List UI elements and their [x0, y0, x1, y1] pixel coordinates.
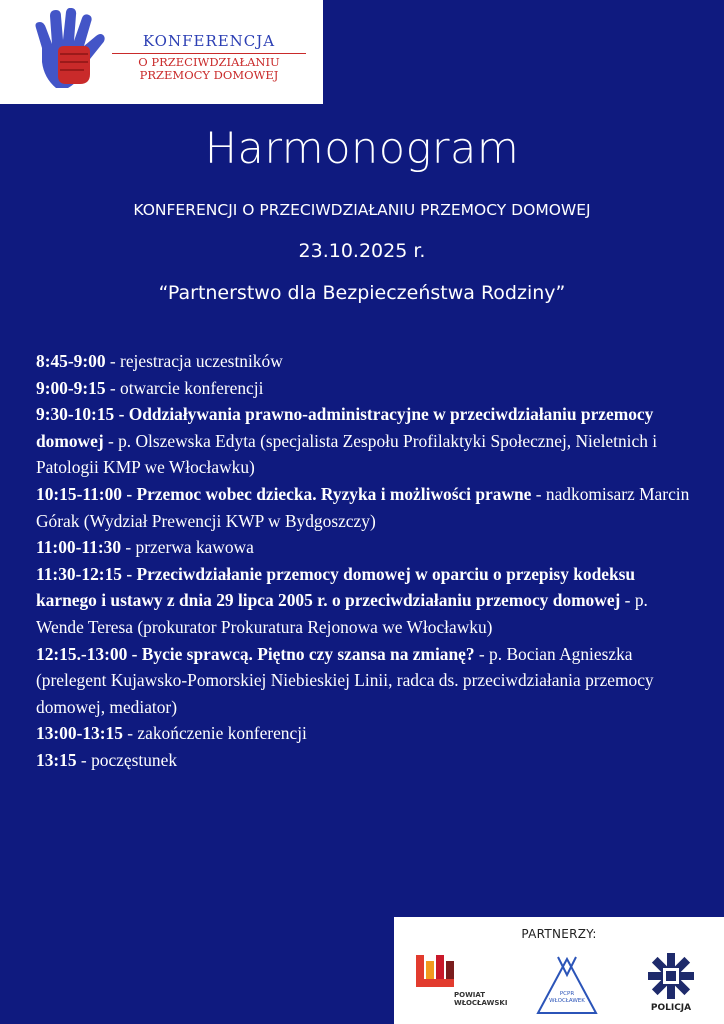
policja-logo — [638, 951, 704, 1019]
policja-label: POLICJA — [650, 1003, 692, 1013]
hand-fist-icon — [34, 8, 106, 98]
event-motto: “Partnerstwo dla Bezpieczeństwa Rodziny” — [158, 282, 566, 304]
schedule-entry — [36, 561, 698, 641]
schedule-entry — [36, 534, 698, 561]
police-star-icon — [638, 951, 704, 1001]
logo-line-2: PRZEMOCY DOMOWEJ — [139, 68, 279, 82]
entry-time-title: 10:15-11:00 - Przemoc wobec dziecka. Ryzyka i możliwości prawne — [36, 483, 532, 504]
entry-details: - p. Wende Teresa (prokurator Prokuratura Rejonowa we Włocławku) — [36, 590, 648, 637]
pcpr-line-1: PCPR — [559, 991, 575, 997]
schedule-entry — [36, 720, 698, 747]
entry-details: - nadkomisarz Marcin Górak (Wydział Prewencji KWP w Bydgoszczy) — [36, 483, 690, 531]
page-title: Harmonogram — [204, 124, 520, 174]
pcpr-triangle-icon — [532, 955, 602, 1017]
page-subtitle: KONFERENCJI O PRZECIWDZIAŁANIU PRZEMOCY DOMOWEJ — [133, 201, 591, 219]
pcpr-line-2: WŁOCŁAWEK — [549, 998, 585, 1004]
entry-time-title: 11:00-11:30 — [36, 537, 122, 558]
entry-details: - rejestracja uczestników — [105, 351, 283, 371]
schedule-list — [36, 348, 698, 774]
entry-time-title: 9:00-9:15 — [36, 377, 106, 398]
logo-divider — [112, 53, 306, 54]
logo-text-block — [104, 32, 314, 82]
schedule-entry — [36, 481, 698, 534]
entry-details: - poczęstunek — [76, 749, 178, 770]
schedule-entry — [36, 401, 698, 481]
schedule-entry — [36, 641, 698, 721]
schedule-entry — [36, 747, 698, 774]
pcpr-wloclawek-logo — [532, 955, 602, 1017]
entry-time-title: 11:30-12:15 - Przeciwdziałanie przemocy domowej w oparciu o przepisy kodeksu karnego i ustawy z dnia 29 lipca 2005 r. o przeciwdziałaniu przemocy domowej — [36, 563, 636, 611]
powiat-wloclawski-logo — [416, 955, 526, 1015]
entry-time-title: 9:30-10:15 - Oddziaływania prawno-administracyjne w przeciwdziałaniu przemocy domowej — [36, 404, 654, 451]
entry-time-title: 13:00-13:15 — [36, 723, 123, 744]
entry-time-title: 8:45-9:00 — [36, 351, 106, 371]
schedule-entry — [36, 375, 698, 402]
entry-time-title: 12:15.-13:00 - Bycie sprawcą. Piętno czy szansa na zmianę? — [36, 643, 475, 664]
entry-time-title: 13:15 — [36, 749, 77, 770]
partners-label: PARTNERZY: — [521, 927, 597, 941]
entry-details: - przerwa kawowa — [121, 537, 254, 558]
powiat-w-icon — [416, 955, 458, 989]
entry-details: - p. Olszewska Edyta (specjalista Zespołu Profilaktyki Społecznej, Nieletnich i Patologii KMP we Włocławku) — [36, 430, 658, 478]
conference-logo — [0, 0, 323, 104]
powiat-line-2: WŁOCŁAWSKI — [454, 999, 508, 1007]
powiat-line-1: POWIAT — [454, 991, 486, 999]
entry-details: - zakończenie konferencji — [122, 723, 307, 744]
schedule-entry — [36, 348, 698, 375]
entry-details: - otwarcie konferencji — [105, 377, 264, 398]
logo-title: KONFERENCJA — [142, 32, 276, 50]
entry-details: - p. Bocian Agnieszka (prelegent Kujawsko-Pomorskiej Niebieskiej Linii, radca ds. przeciwdziałania przemocy domowej, mediator) — [36, 643, 654, 717]
partners-panel — [394, 917, 724, 1024]
logo-line-1: O PRZECIWDZIAŁANIU — [138, 55, 280, 69]
event-date: 23.10.2025 r. — [298, 240, 426, 262]
